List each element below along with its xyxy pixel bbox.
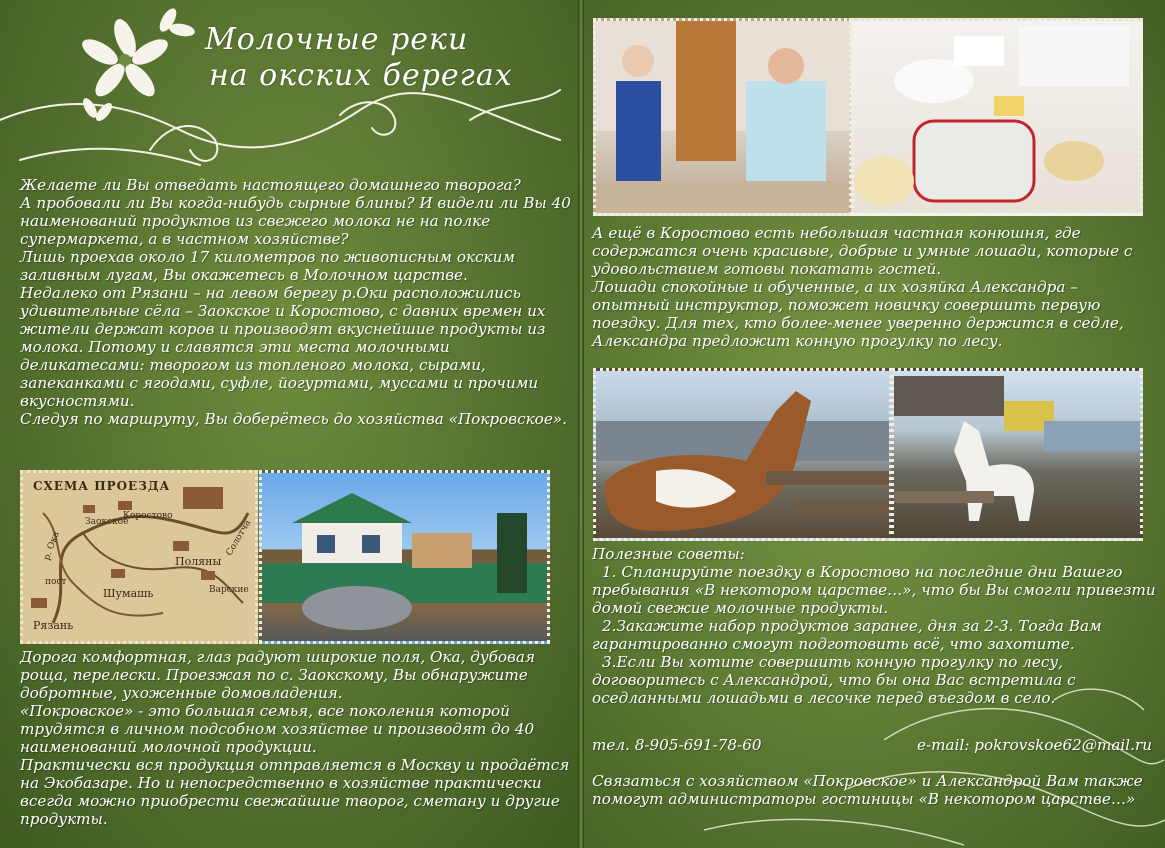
intro-text [20, 176, 575, 428]
right-page [584, 0, 1165, 848]
page-title [205, 22, 565, 94]
map-title: СХЕМА ПРОЕЗДА [33, 479, 171, 493]
horse-paragraph: Лошади спокойные и обученные, а их хозяйка Александра – опытный инструктор, поможет новичку совершить первую поездку. Для тех, кто более-менее уверенно держится в седле, Александра предложит конную прогулку по лесу. [592, 278, 1124, 350]
map-label-post: пост [45, 577, 67, 587]
map-label-varskie: Варские [209, 585, 249, 595]
title-line-2: на окских берегах [209, 58, 513, 93]
tips-heading: Полезные советы: [592, 545, 745, 563]
intro-paragraph: Лишь проехав около 17 километров по живописным окским заливным лугам, Вы окажетесь в Молочном царстве. [20, 248, 515, 284]
photo-cheese-making [593, 18, 852, 216]
map-label-shumash: Шумашь [103, 587, 154, 600]
intro-paragraph: А пробовали ли Вы когда-нибудь сырные блины? И видели ли Вы 40 наименований продуктов из свежего молока не на полке супермаркета, а в частном хозяйстве? [20, 194, 571, 248]
road-paragraph: «Покровское» - это большая семья, все поколения которой трудятся в личном подсобном хозяйстве и производят до 40 наименований молочной продукции. [20, 702, 535, 756]
tip-item: 1. Спланируйте поездку в Коростово на последние дни Вашего пребывания «В некотором царстве…», что бы Вы смогли привезти домой свежие молочные продукты. [592, 563, 1156, 617]
photo-dairy-products [851, 18, 1143, 216]
map-label-zaokskoe: Заокское [85, 517, 129, 527]
route-map [20, 470, 258, 644]
title-line-1: Молочные реки [205, 22, 469, 57]
intro-paragraph: Недалеко от Рязани – на левом берегу р.Оки расположились удивительные сёла – Заокское и Коростово, с давних времен их жители держат коров и производят вкуснейшие продукты из молока. Потому и славятся эти места молочными деликатесами: творогом из топленого молока, сырами, запеканками с ягодами, суфле, йогуртами, муссами и прочими вкусностями. [20, 284, 546, 410]
photo-house [259, 470, 550, 644]
map-label-korostovo: Коростово [123, 511, 173, 521]
horse-text [592, 224, 1158, 350]
horse-paragraph: А ещё в Коростово есть небольшая частная конюшня, где содержатся очень красивые, добрые и умные лошади, которые с удовольствием готовы покатать гостей. [592, 224, 1133, 278]
pinto-horse-photo-icon [596, 371, 889, 538]
photo-pinto-horse [593, 368, 892, 541]
house-photo-icon [262, 473, 547, 641]
tip-item: 3.Если Вы хотите совершить конную прогулку по лесу, договоритесь с Александрой, что бы она Вас встретила с оседланными лошадьми в лесочке перед въездом в село. [592, 653, 1076, 707]
photo-white-horse [891, 368, 1143, 541]
road-text [20, 648, 575, 828]
tips-text [592, 545, 1158, 707]
road-paragraph: Дорога комфортная, глаз радуют широкие поля, Ока, дубовая роща, перелески. Проезжая по с. Заокскому, Вы обнаружите добротные, ухоженные домовладения. [20, 648, 536, 702]
map-label-solotcha: Солотча [224, 518, 254, 558]
map-label-oka: р. Ока [42, 530, 62, 562]
intro-paragraph: Следуя по маршруту, Вы доберётесь до хозяйства «Покровское». [20, 410, 567, 428]
contact-note [592, 772, 1152, 808]
cheese-making-photo-icon [596, 21, 849, 213]
road-paragraph: Практически вся продукция отправляется в Москву и продаётся на Экобазаре. Но и непосредственно в хозяйстве практически всегда можно приобрести свежайшие творог, сметану и другие продукты. [20, 756, 570, 828]
email-address: e-mail: pokrovskoe62@mail.ru [917, 736, 1152, 754]
tip-item: 2.Закажите набор продуктов заранее, дня за 2-3. Тогда Вам гарантированно смогут подготовить всё, что захотите. [592, 617, 1102, 653]
intro-paragraph: Желаете ли Вы отведать настоящего домашнего творога? [20, 176, 521, 194]
phone-number: тел. 8-905-691-78-60 [592, 736, 762, 754]
dairy-products-photo-icon [854, 21, 1140, 213]
map-label-ryazan: Рязань [33, 619, 74, 632]
contact-paragraph: Связаться с хозяйством «Покровское» и Александрой Вам также помогут администраторы гостиницы «В некотором царстве…» [592, 772, 1143, 808]
map-label-polyany: Поляны [175, 555, 222, 568]
left-page [0, 0, 578, 848]
contacts-row [592, 736, 1152, 754]
white-horse-photo-icon [894, 371, 1140, 538]
